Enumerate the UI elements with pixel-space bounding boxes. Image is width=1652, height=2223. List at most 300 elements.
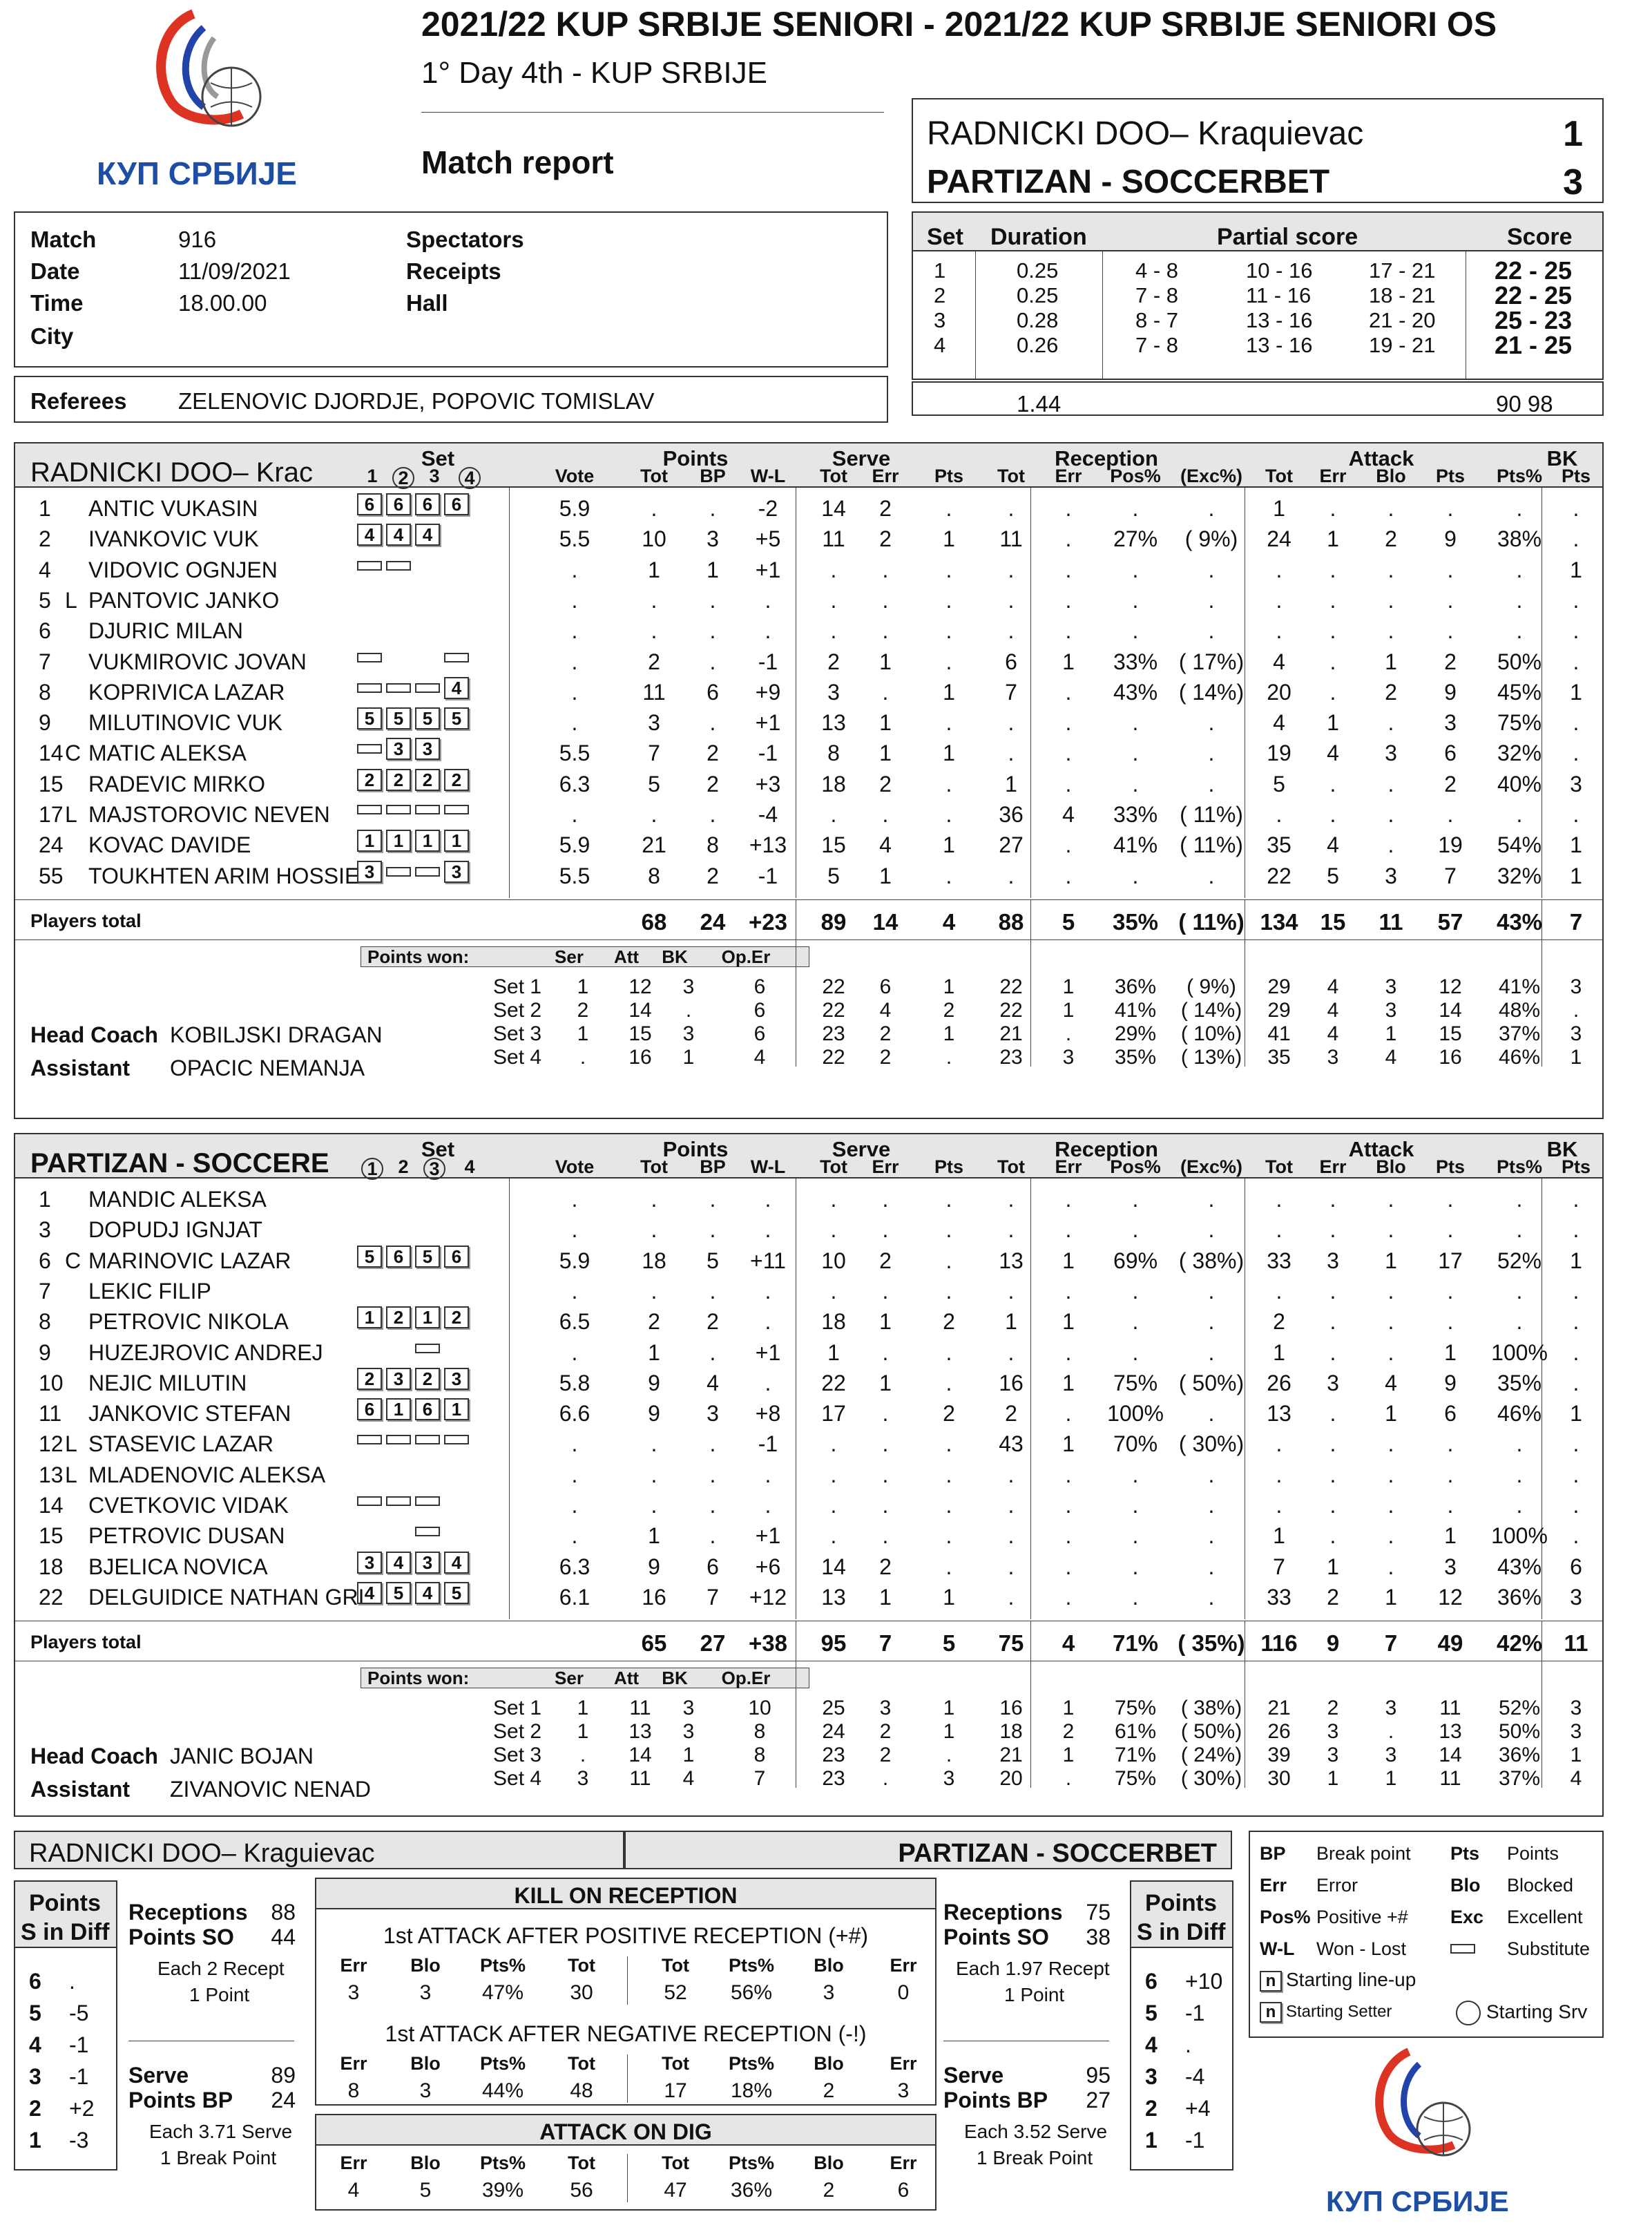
- empty-slot: [415, 1460, 440, 1482]
- set-stat: 1: [1570, 1045, 1582, 1069]
- head-coach-label: Head Coach: [30, 1022, 158, 1047]
- player-stat: 1: [1570, 1248, 1582, 1273]
- player-stat: .: [1008, 710, 1015, 736]
- set-stat: 14: [628, 1744, 652, 1767]
- start-position: 5: [444, 707, 469, 729]
- sets-table: [912, 211, 1604, 380]
- kill-value: 2: [823, 2179, 835, 2202]
- kill-value: 47%: [481, 1981, 524, 2004]
- player-stat: 1: [943, 741, 955, 766]
- player-stat: .: [1132, 618, 1139, 644]
- set-stat: ( 38%): [1180, 1697, 1242, 1720]
- empty-slot: [386, 1276, 411, 1298]
- team-total-stat: ( 11%): [1178, 908, 1245, 935]
- player-number: 8: [39, 1309, 51, 1335]
- kill-value: 2: [823, 2079, 835, 2102]
- set-stat: 8: [753, 1720, 766, 1744]
- empty-slot: [444, 1490, 469, 1512]
- sub-head-vote: Vote: [555, 1156, 595, 1177]
- empty-slot: [357, 1276, 382, 1298]
- total-points: 90 98: [1496, 391, 1553, 417]
- team-name: PARTIZAN - SOCCERE: [30, 1148, 329, 1179]
- player-stat: .: [1387, 618, 1394, 644]
- player-stat: .: [709, 496, 716, 521]
- player-stat: 1: [1062, 649, 1075, 674]
- points-won-head-oper: Op.Er: [721, 1668, 771, 1689]
- player-stat: 33: [1267, 1248, 1291, 1273]
- a-pbp-value: 24: [271, 2088, 296, 2112]
- match-label: Match: [30, 227, 97, 252]
- team-total-stat: 9: [1326, 1630, 1340, 1657]
- player-stat: .: [830, 587, 837, 613]
- player-stat: 1: [1005, 771, 1017, 796]
- player-stat: 3: [1444, 1554, 1457, 1579]
- player-stat: .: [1065, 741, 1072, 766]
- player-stat: 1: [1327, 1554, 1339, 1579]
- empty-slot: [444, 738, 469, 760]
- sub-head-pts: Pts: [934, 466, 964, 486]
- start-position: 3: [444, 1368, 469, 1390]
- b-sindiff-label: S in Diff: [1137, 1919, 1226, 1945]
- kill-head: Err: [890, 2153, 917, 2173]
- start-position: 1: [444, 830, 469, 852]
- player-stat: 46%: [1497, 1401, 1542, 1427]
- team-total-stat: 5: [942, 1630, 956, 1657]
- kill-head: Err: [340, 2053, 367, 2074]
- player-stat: 14: [821, 496, 846, 521]
- player-stat: .: [1387, 1523, 1394, 1549]
- a-pso-label: Points SO: [128, 1925, 234, 1949]
- set-stat: 6: [879, 975, 892, 998]
- set-stat: 37%: [1498, 1022, 1541, 1045]
- sets-head-set: Set: [927, 224, 963, 250]
- player-stat: 9: [648, 1554, 660, 1579]
- player-stat: .: [1132, 1554, 1139, 1579]
- player-stat: .: [1387, 1309, 1394, 1335]
- team-total-stat: 116: [1260, 1630, 1298, 1657]
- player-stat: .: [1132, 1217, 1139, 1243]
- player-stat: .: [1573, 1523, 1579, 1549]
- player-stat: 17: [1438, 1248, 1463, 1273]
- start-position: 2: [415, 1368, 440, 1390]
- player-stat: .: [830, 1278, 837, 1304]
- player-name: KOVAC DAVIDE: [88, 834, 251, 857]
- player-stat: 26: [1267, 1370, 1291, 1395]
- col-head-bk: BK: [1546, 446, 1578, 470]
- player-stat: 13: [821, 710, 846, 736]
- set-num-2: [392, 467, 414, 489]
- player-stat: 10: [642, 526, 666, 552]
- match-number: 916: [178, 227, 217, 252]
- player-stat: 2: [707, 1309, 719, 1335]
- player-stat: .: [709, 587, 716, 613]
- points-won-head-att: Att: [613, 946, 640, 967]
- team-total-stat: 65: [641, 1630, 667, 1657]
- player-stat: .: [1065, 1187, 1072, 1212]
- player-set-boxes: [357, 1276, 473, 1298]
- player-stat: .: [945, 1370, 952, 1395]
- set-row-partial3: 18 - 21: [1369, 283, 1436, 307]
- player-stat: .: [571, 557, 578, 582]
- player-stat: .: [945, 1217, 952, 1243]
- player-stat: .: [571, 679, 578, 705]
- player-stat: 1: [1570, 832, 1582, 858]
- start-position: 4: [415, 1582, 440, 1604]
- start-position: 1: [357, 1306, 382, 1328]
- start-position: 2: [386, 769, 411, 791]
- player-stat: 70%: [1113, 1431, 1158, 1457]
- points-won-label: Points won:: [367, 946, 470, 967]
- player-stat: .: [945, 1462, 952, 1487]
- player-stat: 75%: [1497, 710, 1542, 736]
- player-number: 8: [39, 679, 51, 705]
- set-row-partial1: 7 - 8: [1135, 283, 1179, 307]
- team-total-stat: 68: [641, 908, 667, 935]
- attack-on-dig: [315, 2114, 937, 2211]
- player-stat: +12: [749, 1584, 787, 1610]
- set-row-partial3: 19 - 21: [1369, 333, 1436, 357]
- set-stat: 50%: [1498, 1720, 1541, 1744]
- player-stat: 19: [1267, 741, 1291, 766]
- set-num-3: [423, 1158, 445, 1180]
- team-name: RADNICKI DOO– Krac: [30, 457, 313, 488]
- diff-set: 3: [29, 2064, 41, 2089]
- set-stat: 4: [1327, 998, 1339, 1022]
- a-break: 1 Break Point: [160, 2147, 277, 2168]
- player-stat: .: [651, 802, 657, 827]
- player-stat: .: [1573, 1370, 1579, 1395]
- points-won-head-oper: Op.Er: [721, 946, 771, 967]
- sub-head-tot: Tot: [1265, 1156, 1293, 1177]
- sub-marker: [357, 744, 382, 754]
- kill-value: 48: [570, 2079, 593, 2102]
- player-stat: .: [709, 1523, 716, 1549]
- player-stat: .: [571, 618, 578, 644]
- player-stat: .: [651, 1217, 657, 1243]
- player-stat: .: [1208, 587, 1215, 613]
- kill-value: 3: [347, 1981, 360, 2004]
- sub-marker: [415, 1496, 440, 1506]
- player-stat: +11: [750, 1248, 786, 1273]
- set-stat: 1: [1327, 1767, 1339, 1791]
- legend-setter: [1260, 2002, 1392, 2023]
- player-stat: .: [1329, 1309, 1336, 1335]
- player-stat: .: [1276, 1187, 1283, 1212]
- start-position: 1: [357, 830, 382, 852]
- player-stat: .: [1132, 771, 1139, 796]
- kill-value: 5: [419, 2179, 432, 2202]
- player-stat: .: [945, 649, 952, 674]
- set-stat: 1: [943, 1022, 955, 1045]
- player-stat: 32%: [1497, 741, 1542, 766]
- player-stat: 10: [821, 1248, 846, 1273]
- a-sin-diff: [14, 1880, 117, 2170]
- kill-value: 56: [570, 2179, 593, 2202]
- player-stat: 4: [1273, 710, 1285, 736]
- date-label: Date: [30, 258, 80, 284]
- player-stat: .: [571, 802, 578, 827]
- player-stat: .: [1573, 1217, 1579, 1243]
- player-stat: .: [1329, 1187, 1336, 1212]
- player-stat: 5: [707, 1248, 719, 1273]
- player-stat: .: [945, 863, 952, 888]
- set-stat: 21: [999, 1022, 1023, 1045]
- sub-marker: [415, 683, 440, 693]
- team-total-stat: ( 35%): [1178, 1630, 1245, 1657]
- player-stat: ( 9%): [1184, 526, 1238, 552]
- sub-head-bp: BP: [700, 1156, 726, 1177]
- player-stat: .: [651, 587, 657, 613]
- sub-head-pos: Pos%: [1110, 1156, 1161, 1177]
- player-stat: .: [1329, 496, 1336, 521]
- player-stat: -4: [758, 802, 778, 827]
- player-stat: 5: [1327, 863, 1339, 888]
- player-stat: .: [651, 1278, 657, 1304]
- player-stat: .: [1276, 618, 1283, 644]
- set-row-partial2: 11 - 16: [1246, 283, 1312, 307]
- set-stat: 12: [1439, 975, 1462, 998]
- a-points-label: Points: [29, 1890, 101, 1916]
- set-stat: 3: [943, 1767, 955, 1791]
- player-stat: .: [765, 618, 771, 644]
- set-stat: 13: [628, 1720, 652, 1744]
- set-row-score: 25 - 23: [1495, 306, 1573, 334]
- player-stat: 15: [821, 832, 846, 858]
- sub-marker: [415, 1435, 440, 1444]
- time-value: 18.00.00: [178, 290, 267, 316]
- player-stat: .: [882, 802, 889, 827]
- team-total-stat: 89: [820, 908, 847, 935]
- player-stat: .: [1329, 1339, 1336, 1365]
- start-position: 6: [444, 493, 469, 515]
- player-stat: 41%: [1113, 832, 1158, 858]
- player-stat: .: [1573, 1187, 1579, 1212]
- set-stat: 1: [1062, 998, 1075, 1022]
- player-role: L: [65, 802, 77, 827]
- start-position: 5: [444, 1582, 469, 1604]
- player-stat: 11: [999, 526, 1023, 552]
- player-stat: .: [1208, 1584, 1215, 1610]
- player-stat: 4: [1062, 802, 1075, 827]
- player-stat: 1: [879, 649, 892, 674]
- set-stat: 14: [628, 998, 652, 1022]
- kill-value: 18%: [730, 2079, 773, 2102]
- player-stat: .: [571, 1339, 578, 1365]
- set-label: Set 2: [493, 1720, 542, 1744]
- player-stat: .: [709, 1431, 716, 1457]
- cup-logo: [90, 0, 325, 193]
- col-head-points: Points: [662, 446, 729, 470]
- player-stat: .: [1132, 710, 1139, 736]
- player-name: NEJIC MILUTIN: [88, 1371, 247, 1394]
- player-name: BJELICA NOVICA: [88, 1555, 268, 1578]
- legend-key: Pts: [1450, 1843, 1480, 1864]
- player-stat: 3: [1385, 863, 1397, 888]
- player-stat: .: [1208, 1523, 1215, 1549]
- kill-head: Err: [890, 2053, 917, 2074]
- player-stat: .: [1516, 1278, 1523, 1304]
- player-name: IVANKOVIC VUK: [88, 528, 259, 551]
- legend-value: Won - Lost: [1316, 1938, 1407, 1959]
- player-stat: .: [945, 1523, 952, 1549]
- player-stat: .: [1387, 1339, 1394, 1365]
- player-number: 10: [39, 1370, 64, 1395]
- player-stat: .: [1065, 1584, 1072, 1610]
- b-serve-value: 95: [1086, 2063, 1111, 2088]
- empty-slot: [444, 555, 469, 577]
- player-stat: 3: [1570, 771, 1582, 796]
- start-position: 6: [444, 1246, 469, 1268]
- player-stat: .: [765, 1370, 771, 1395]
- player-name: PETROVIC DUSAN: [88, 1525, 285, 1547]
- set-stat: .: [945, 1744, 952, 1767]
- set-stat: 4: [1327, 975, 1339, 998]
- kill-head: Blo: [410, 2053, 441, 2074]
- sub-head-tot: Tot: [1265, 466, 1293, 486]
- col-head-set: Set: [421, 1137, 455, 1161]
- player-stat: 1: [1570, 1401, 1582, 1427]
- player-stat: .: [571, 1462, 578, 1487]
- player-stat: .: [1008, 1187, 1015, 1212]
- player-stat: .: [1447, 1187, 1454, 1212]
- a-one-point: 1 Point: [189, 1984, 250, 2005]
- player-stat: .: [1208, 741, 1215, 766]
- sub-marker: [357, 653, 382, 662]
- player-stat: .: [1065, 771, 1072, 796]
- set-stat: 22: [999, 998, 1023, 1022]
- points-won-head-ser: Ser: [555, 946, 584, 967]
- diff-set: 3: [1145, 2064, 1158, 2089]
- player-stat: 6: [1444, 1401, 1457, 1427]
- player-stat: .: [1008, 496, 1015, 521]
- player-stat: .: [830, 1523, 837, 1549]
- sub-head-pts: Pts: [1435, 1156, 1466, 1177]
- set-stat: 29: [1267, 998, 1291, 1022]
- player-stat: .: [1573, 1431, 1579, 1457]
- kill-value: 0: [897, 1981, 910, 2004]
- set-row-partial1: 4 - 8: [1135, 258, 1179, 283]
- player-number: 4: [39, 557, 51, 582]
- player-stat: 6: [1005, 649, 1017, 674]
- player-set-boxes: [357, 769, 473, 791]
- bottom-team-a: [14, 1831, 624, 1869]
- a-rec-label: Receptions: [128, 1900, 248, 1925]
- set-num-1: 1: [367, 466, 378, 486]
- set-num-4: [459, 467, 481, 489]
- player-stat: 6: [707, 1554, 719, 1579]
- player-stat: .: [1447, 1462, 1454, 1487]
- player-stat: .: [1008, 1339, 1015, 1365]
- col-head-set: Set: [421, 446, 455, 470]
- player-stat: 6: [707, 679, 719, 705]
- player-stat: .: [1008, 587, 1015, 613]
- player-stat: .: [1132, 1523, 1139, 1549]
- sub-head-pts: Pts: [1435, 466, 1466, 486]
- player-stat: .: [571, 649, 578, 674]
- player-stat: .: [765, 1309, 771, 1335]
- player-stat: .: [1329, 1278, 1336, 1304]
- kill-value: 56%: [730, 1981, 773, 2004]
- set-stat: 15: [628, 1022, 652, 1045]
- start-position: 5: [386, 707, 411, 729]
- legend: [1249, 1831, 1604, 2038]
- player-stat: .: [1276, 802, 1283, 827]
- set-row-num: 3: [934, 308, 946, 332]
- set-stat: 8: [753, 1744, 766, 1767]
- diff-value: -5: [69, 2001, 89, 2025]
- player-stat: .: [709, 618, 716, 644]
- player-stat: .: [571, 1187, 578, 1212]
- player-stat: 3: [707, 1401, 719, 1427]
- legend-value: Points: [1507, 1843, 1559, 1864]
- player-stat: .: [1008, 557, 1015, 582]
- dig-title: ATTACK ON DIG: [539, 2119, 712, 2144]
- player-stat: 3: [1327, 1370, 1339, 1395]
- player-stat: 43%: [1113, 679, 1158, 705]
- start-position: 4: [357, 1582, 382, 1604]
- player-stat: .: [765, 587, 771, 613]
- player-stat: .: [882, 1339, 889, 1365]
- set-stat: .: [1065, 1022, 1072, 1045]
- col-head-attack: Attack: [1348, 1137, 1414, 1161]
- col-head-reception: Reception: [1055, 1137, 1158, 1161]
- empty-slot: [386, 1460, 411, 1482]
- b-rec-value: 75: [1086, 1900, 1111, 1925]
- player-stat: 18: [821, 1309, 846, 1335]
- diff-set: 6: [29, 1969, 41, 1994]
- player-stat: 27%: [1113, 526, 1158, 552]
- set-row-duration: 0.25: [1017, 283, 1059, 307]
- player-stat: .: [1065, 618, 1072, 644]
- player-stat: .: [1008, 1278, 1015, 1304]
- diff-value: -3: [69, 2128, 89, 2153]
- set-stat: 39: [1267, 1744, 1291, 1767]
- player-stat: .: [1008, 618, 1015, 644]
- player-name: VUKMIROVIC JOVAN: [88, 650, 307, 673]
- player-stat: .: [1573, 618, 1579, 644]
- neg-title: 1st ATTACK AFTER NEGATIVE RECEPTION (-!): [385, 2021, 867, 2046]
- team-total-stat: 71%: [1112, 1630, 1159, 1657]
- set-num-3: 3: [429, 466, 440, 486]
- player-stat: 1: [1273, 1523, 1285, 1549]
- player-stat: +3: [755, 771, 781, 796]
- kill-value: 52: [664, 1981, 687, 2004]
- set-stat: 3: [1570, 1720, 1582, 1744]
- col-head-serve: Serve: [832, 446, 891, 470]
- player-stat: .: [945, 1339, 952, 1365]
- player-stat: 3: [648, 710, 660, 736]
- player-set-boxes: [357, 647, 473, 669]
- start-position: 6: [386, 1246, 411, 1268]
- bottom-team-a-name: RADNICKI DOO– Kraguievac: [29, 1839, 375, 1868]
- empty-slot: [357, 616, 382, 638]
- player-stat: .: [1329, 618, 1336, 644]
- player-stat: .: [1208, 1309, 1215, 1335]
- empty-slot: [444, 1460, 469, 1482]
- kill-on-reception: [315, 1878, 937, 2106]
- player-stat: 1: [879, 863, 892, 888]
- player-stat: 1: [648, 1339, 660, 1365]
- sub-head-pts: Pts: [1561, 466, 1591, 486]
- player-set-boxes: [357, 1552, 473, 1574]
- player-stat: ( 17%): [1178, 649, 1245, 674]
- player-stat: 36%: [1497, 1584, 1542, 1610]
- set-stat: 14: [1439, 998, 1462, 1022]
- set-stat: .: [1387, 1720, 1394, 1744]
- team-total-stat: 11: [1379, 908, 1403, 935]
- player-stat: .: [945, 1187, 952, 1212]
- sub-marker: [386, 683, 411, 693]
